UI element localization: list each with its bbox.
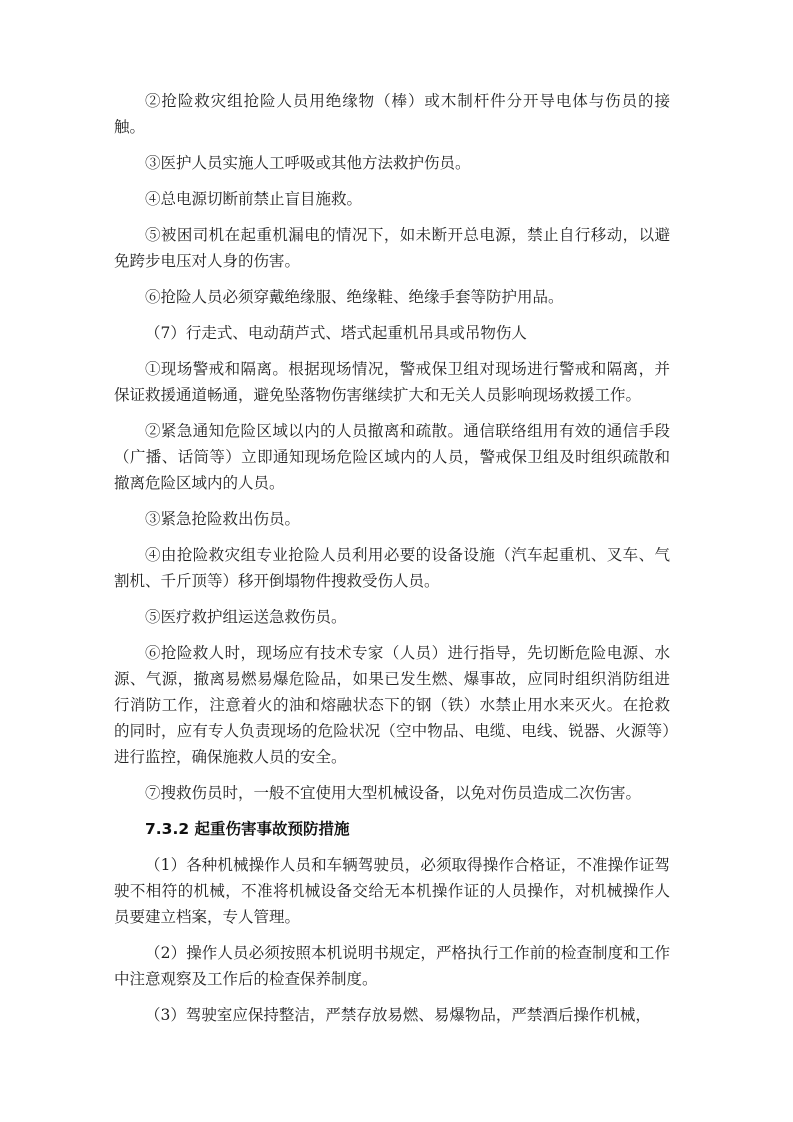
paragraph-rescue-injured: ③紧急抢险救出伤员。 xyxy=(145,510,301,528)
paragraph-insulated-separation: ②抢险救灾组抢险人员用绝缘物（棒）或木制杆件分开导电体与伤员的接触。 xyxy=(114,92,670,136)
paragraph-crane-injury-heading: （7）行走式、电动葫芦式、塔式起重机吊具或吊物伤人 xyxy=(145,324,527,342)
paragraph-no-blind-rescue: ④总电源切断前禁止盲目施救。 xyxy=(145,190,363,208)
paragraph-expert-guidance: ⑥抢险救人时，现场应有技术专家（人员）进行指导，先切断危险电源、水源、气源，撤离易燃易爆危险品，如果已发生燃、爆事故，应同时组织消防组进行消防工作，注意着火的油和熔融状态下的钢（铁）水禁止用水来灭火。在抢救的同时，应有专人负责现场的危险状况（空中物品、电缆、电线、锐器、火源等）进行监控，确保施救人员的安全。 xyxy=(114,644,670,766)
paragraph-site-cordon: ①现场警戒和隔离。根据现场情况，警戒保卫组对现场进行警戒和隔离，并保证救援通道畅通，避免坠落物伤害继续扩大和无关人员影响现场救援工作。 xyxy=(114,360,670,404)
paragraph-no-heavy-machinery: ⑦搜救伤员时，一般不宜使用大型机械设备，以免对伤员造成二次伤害。 xyxy=(145,784,642,802)
paragraph-operator-certificate: （1）各种机械操作人员和车辆驾驶员，必须取得操作合格证，不准操作证驾驶不相符的机械，不准将机械设备交给无本机操作证的人员操作，对机械操作人员要建立档案，专人管理。 xyxy=(114,856,670,926)
paragraph-remove-collapsed-objects: ④由抢险救灾组专业抢险人员利用必要的设备设施（汽车起重机、叉车、气割机、千斤顶等）移开倒塌物件搜救受伤人员。 xyxy=(114,546,670,590)
document-body xyxy=(114,88,670,1038)
paragraph-cab-cleanliness: （3）驾驶室应保持整洁，严禁存放易燃、易爆物品，严禁酒后操作机械， xyxy=(145,1006,651,1024)
paragraph-medical-transport: ⑤医疗救护组运送急救伤员。 xyxy=(145,608,347,626)
paragraph-inspection-system: （2）操作人员必须按照本机说明书规定，严格执行工作前的检查制度和工作中注意观察及工作后的检查保养制度。 xyxy=(114,944,670,988)
paragraph-evacuation-notice: ②紧急通知危险区域以内的人员撤离和疏散。通信联络组用有效的通信手段（广播、话筒等）立即通知现场危险区域内的人员，警戒保卫组及时组织疏散和撤离危险区域内的人员。 xyxy=(114,422,670,492)
paragraph-trapped-driver: ⑤被困司机在起重机漏电的情况下，如未断开总电源，禁止自行移动，以避免跨步电压对人身的伤害。 xyxy=(114,226,670,270)
paragraph-artificial-respiration: ③医护人员实施人工呼吸或其他方法救护伤员。 xyxy=(145,154,471,172)
section-heading: 7.3.2 起重伤害事故预防措施 xyxy=(145,820,350,838)
paragraph-protective-equipment: ⑥抢险人员必须穿戴绝缘服、绝缘鞋、绝缘手套等防护用品。 xyxy=(145,288,564,306)
